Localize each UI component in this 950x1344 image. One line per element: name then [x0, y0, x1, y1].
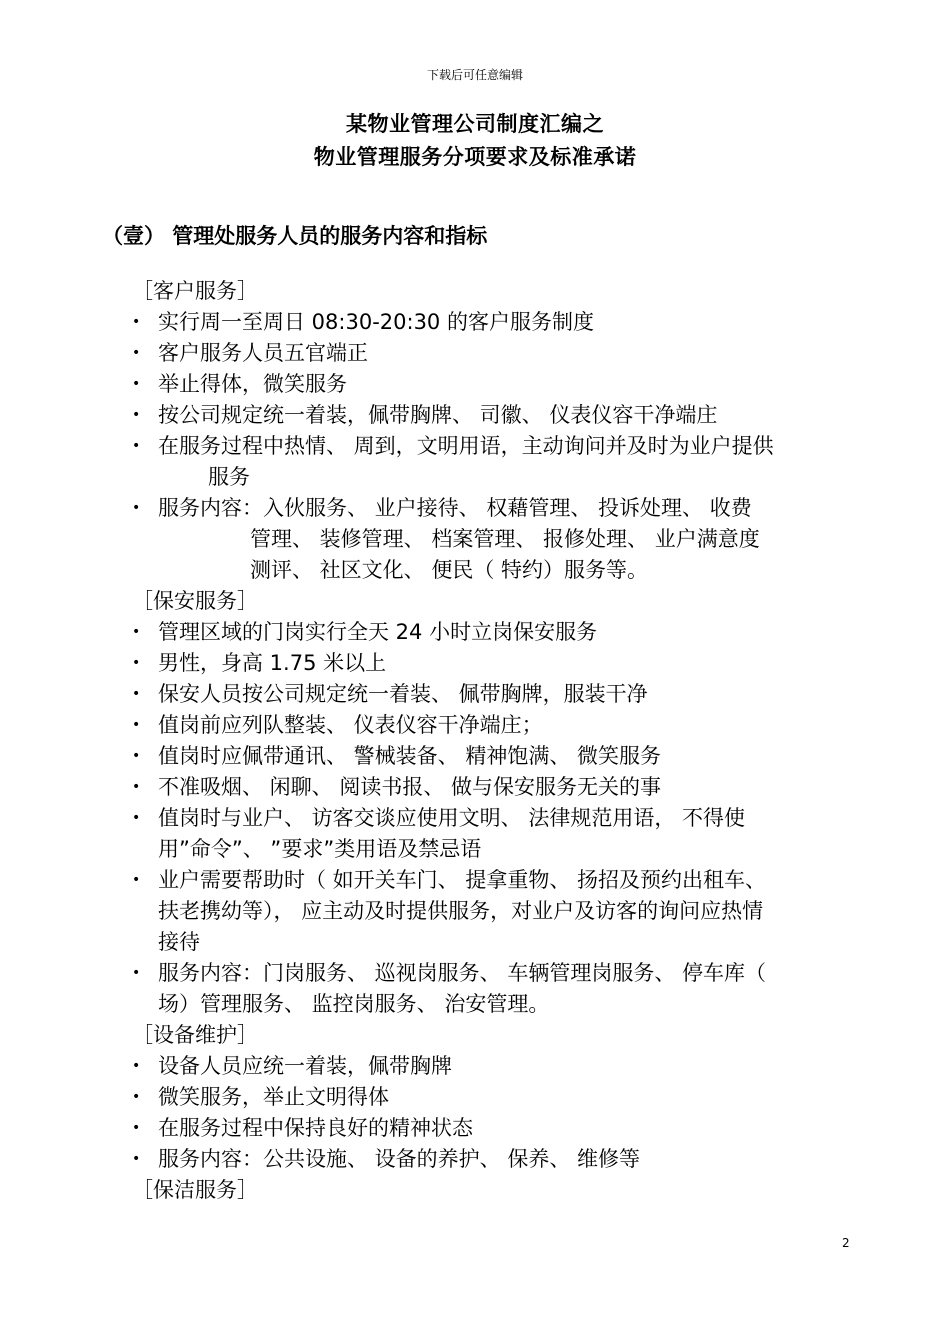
list-item: [105, 865, 865, 958]
bullet-icon: •: [132, 1058, 141, 1074]
list-item: [105, 1082, 865, 1113]
list-item-text: 服务: [208, 465, 250, 489]
bullet-icon: •: [132, 810, 141, 826]
list-item: [105, 741, 865, 772]
bullet-icon: •: [132, 345, 141, 361]
list-item: [105, 958, 865, 1020]
list-item-text: 在服务过程中保持良好的精神状态: [158, 1116, 473, 1140]
security-service-list: [105, 617, 865, 1020]
bullet-icon: •: [132, 872, 141, 888]
bullet-icon: •: [132, 748, 141, 764]
list-item: [105, 369, 865, 400]
list-item: [105, 710, 865, 741]
list-item-text: 值岗时应佩带通讯、 警械装备、 精神饱满、 微笑服务: [158, 744, 662, 768]
document-title-line2: 物业管理服务分项要求及标准承诺: [313, 145, 637, 169]
list-item-text: 值岗时与业户、 访客交谈应使用文明、 法律规范用语， 不得使: [158, 806, 746, 830]
list-item: [105, 679, 865, 710]
list-item-text: 业户需要帮助时（ 如开关车门、 提拿重物、 扬招及预约出租车、: [158, 868, 767, 892]
list-item: [105, 1113, 865, 1144]
cleaning-service-heading: ［保洁服务］: [132, 1178, 258, 1202]
list-item-text: 实行周一至周日 08:30-20:30 的客户服务制度: [158, 310, 594, 334]
bullet-icon: •: [132, 1089, 141, 1105]
bullet-icon: •: [132, 1151, 141, 1167]
section-title: （壹） 管理处服务人员的服务内容和指标: [102, 224, 488, 248]
list-item: [105, 1144, 865, 1175]
list-item: [105, 431, 865, 493]
list-item-text: 服务内容：公共设施、 设备的养护、 保养、 维修等: [158, 1147, 641, 1171]
list-item-text: 在服务过程中热情、 周到，文明用语，主动询问并及时为业户提供: [158, 434, 774, 458]
document-body: [105, 276, 865, 1206]
list-item-text: 管理、 装修管理、 档案管理、 报修处理、 业户满意度: [250, 527, 760, 551]
equipment-maintenance-heading: ［设备维护］: [132, 1023, 258, 1047]
list-item-text: 男性，身高 1.75 米以上: [158, 651, 387, 675]
list-item-text: 用”命令”、 ”要求”类用语及禁忌语: [158, 837, 482, 861]
bullet-icon: •: [132, 314, 141, 330]
equipment-maintenance-list: [105, 1051, 865, 1175]
list-item: [105, 307, 865, 338]
bullet-icon: •: [132, 965, 141, 981]
bullet-icon: •: [132, 407, 141, 423]
list-item-text: 服务内容：门岗服务、 巡视岗服务、 车辆管理岗服务、 停车库（: [158, 961, 767, 985]
bullet-icon: •: [132, 624, 141, 640]
list-item-text: 按公司规定统一着装，佩带胸牌、 司徽、 仪表仪容干净端庄: [158, 403, 718, 427]
list-item-text: 测评、 社区文化、 便民（ 特约）服务等。: [250, 558, 649, 582]
list-item-text: 接待: [158, 930, 200, 954]
bullet-icon: •: [132, 686, 141, 702]
bullet-icon: •: [132, 500, 141, 516]
list-item: [105, 803, 865, 865]
list-item-text: 管理区域的门岗实行全天 24 小时立岗保安服务: [158, 620, 598, 644]
list-item-text: 不准吸烟、 闲聊、 阅读书报、 做与保安服务无关的事: [158, 775, 662, 799]
list-item: [105, 772, 865, 803]
security-service-heading: ［保安服务］: [132, 589, 258, 613]
list-item-text: 场）管理服务、 监控岗服务、 治安管理。: [158, 992, 550, 1016]
bullet-icon: •: [132, 717, 141, 733]
list-item-text: 保安人员按公司规定统一着装、 佩带胸牌，服装干净: [158, 682, 648, 706]
list-item-text: 扶老携幼等）， 应主动及时提供服务，对业户及访客的询问应热情: [158, 899, 764, 923]
list-item: [105, 338, 865, 369]
bullet-icon: •: [132, 1120, 141, 1136]
bullet-icon: •: [132, 655, 141, 671]
customer-service-heading: ［客户服务］: [132, 279, 258, 303]
list-item-text: 客户服务人员五官端正: [158, 341, 368, 365]
bullet-icon: •: [132, 376, 141, 392]
header-note: 下载后可任意编辑: [426, 68, 523, 82]
bullet-icon: •: [132, 438, 141, 454]
list-item: [105, 648, 865, 679]
list-item-text: 设备人员应统一着装，佩带胸牌: [158, 1054, 452, 1078]
document-title-line1: 某物业管理公司制度汇编之: [346, 112, 604, 136]
list-item-text: 值岗前应列队整装、 仪表仪容干净端庄；: [158, 713, 543, 737]
list-item: [105, 617, 865, 648]
list-item: [105, 1051, 865, 1082]
page-number: 2: [842, 1236, 850, 1250]
list-item-text: 微笑服务，举止文明得体: [158, 1085, 389, 1109]
list-item: [105, 400, 865, 431]
list-item-text: 举止得体，微笑服务: [158, 372, 347, 396]
list-item-text: 服务内容：入伙服务、 业户接待、 权藉管理、 投诉处理、 收费: [158, 496, 752, 520]
bullet-icon: •: [132, 779, 141, 795]
list-item: [105, 493, 865, 586]
customer-service-list: [105, 307, 865, 586]
